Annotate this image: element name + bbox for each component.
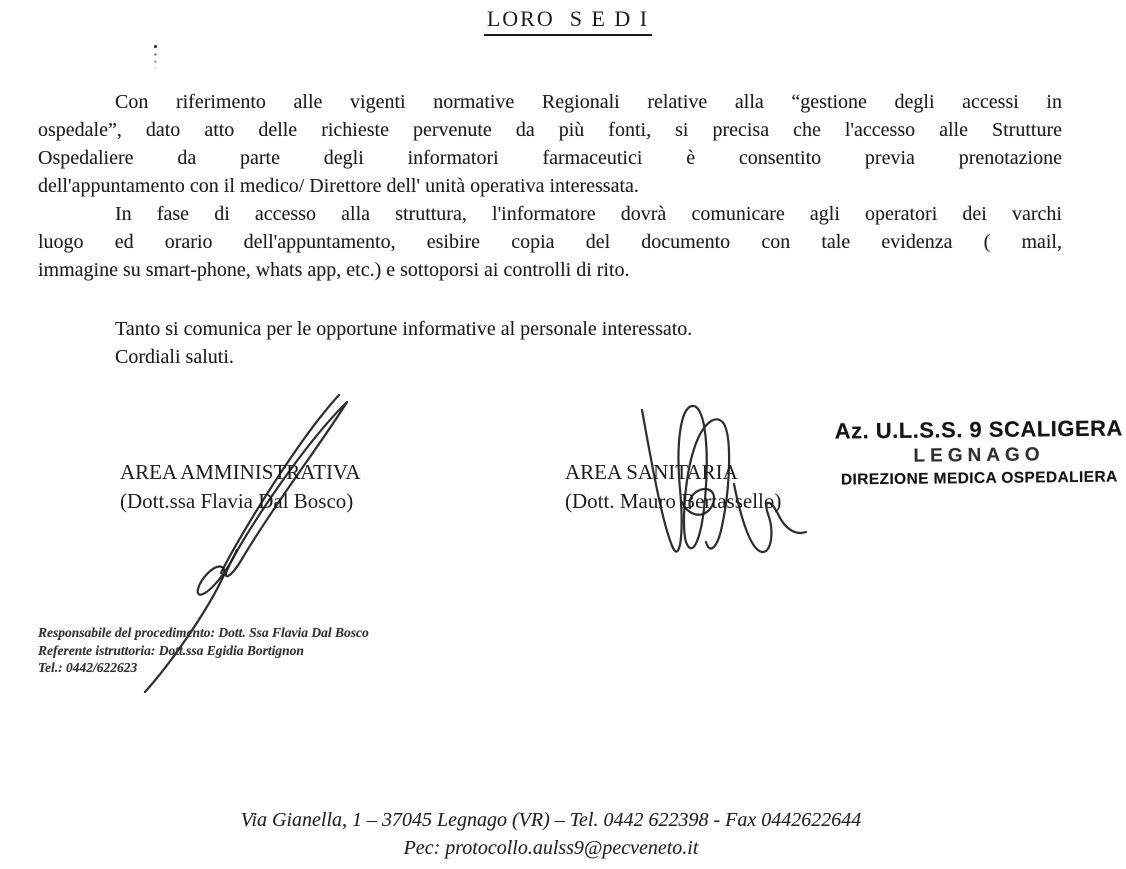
paragraph-line: Con riferimento alle vigenti normative Regionali relative alla “gestione degli accessi in [115, 91, 1062, 113]
footer-address: Via Gianella, 1 – 37045 Legnago (VR) – Tel. 0442 622398 - Fax 0442622644 [240, 809, 862, 831]
letter-body [38, 88, 1062, 371]
paragraph-3 [38, 315, 1062, 371]
stamp-city: LEGNAGO [913, 444, 1045, 467]
procedure-phone: Tel.: 0442/622623 [38, 660, 138, 675]
footer-pec: Pec: protocollo.aulss9@pecveneto.it [403, 837, 699, 859]
area-label: AREA SANITARIA [565, 460, 738, 484]
paragraph-line: immagine su smart-phone, whats app, etc.) e sottoporsi ai controlli di rito. [38, 259, 630, 281]
paragraph-line: ospedale”, dato atto delle richieste pervenute da più fonti, si precisa che l'accesso alle Strutture [38, 119, 1062, 141]
stamp-organization: Az. U.L.S.S. 9 SCALIGERA [834, 415, 1124, 444]
letter-footer [0, 806, 1114, 862]
procedure-note [38, 624, 369, 677]
signature-block-sanitary [565, 458, 781, 516]
signer-name: (Dott. Mauro Bertassello) [565, 489, 782, 513]
paragraph-line: Cordiali saluti. [115, 346, 234, 368]
paragraph-2 [38, 200, 1062, 284]
recipient-heading: LORO S E D I [484, 6, 652, 36]
signature-block-administrative [120, 458, 361, 516]
recipient-heading-row [0, 6, 1126, 36]
area-label: AREA AMMINISTRATIVA [120, 460, 361, 484]
scan-artifact-dots [154, 45, 157, 48]
procedure-referent: Referente istruttoria: Dott.ssa Egidia Bortignon [38, 642, 304, 658]
paragraph-line: luogo ed orario dell'appuntamento, esibire copia del documento con tale evidenza ( mail, [38, 231, 1062, 253]
paragraph-line: Ospedaliere da parte degli informatori farmaceutici è consentito previa prenotazione [38, 147, 1062, 169]
office-stamp [830, 415, 1126, 489]
stamp-department: DIREZIONE MEDICA OSPEDALIERA [840, 468, 1118, 489]
paragraph-1 [38, 88, 1062, 200]
paragraph-line: In fase di accesso alla struttura, l'informatore dovrà comunicare agli operatori dei varchi [115, 203, 1062, 225]
signer-name: (Dott.ssa Flavia Dal Bosco) [120, 489, 354, 513]
paragraph-line: Tanto si comunica per le opportune informative al personale interessato. [115, 318, 693, 340]
procedure-responsible: Responsabile del procedimento: Dott. Ssa Flavia Dal Bosco [38, 625, 369, 640]
paragraph-line: dell'appuntamento con il medico/ Direttore dell' unità operativa interessata. [38, 175, 639, 197]
